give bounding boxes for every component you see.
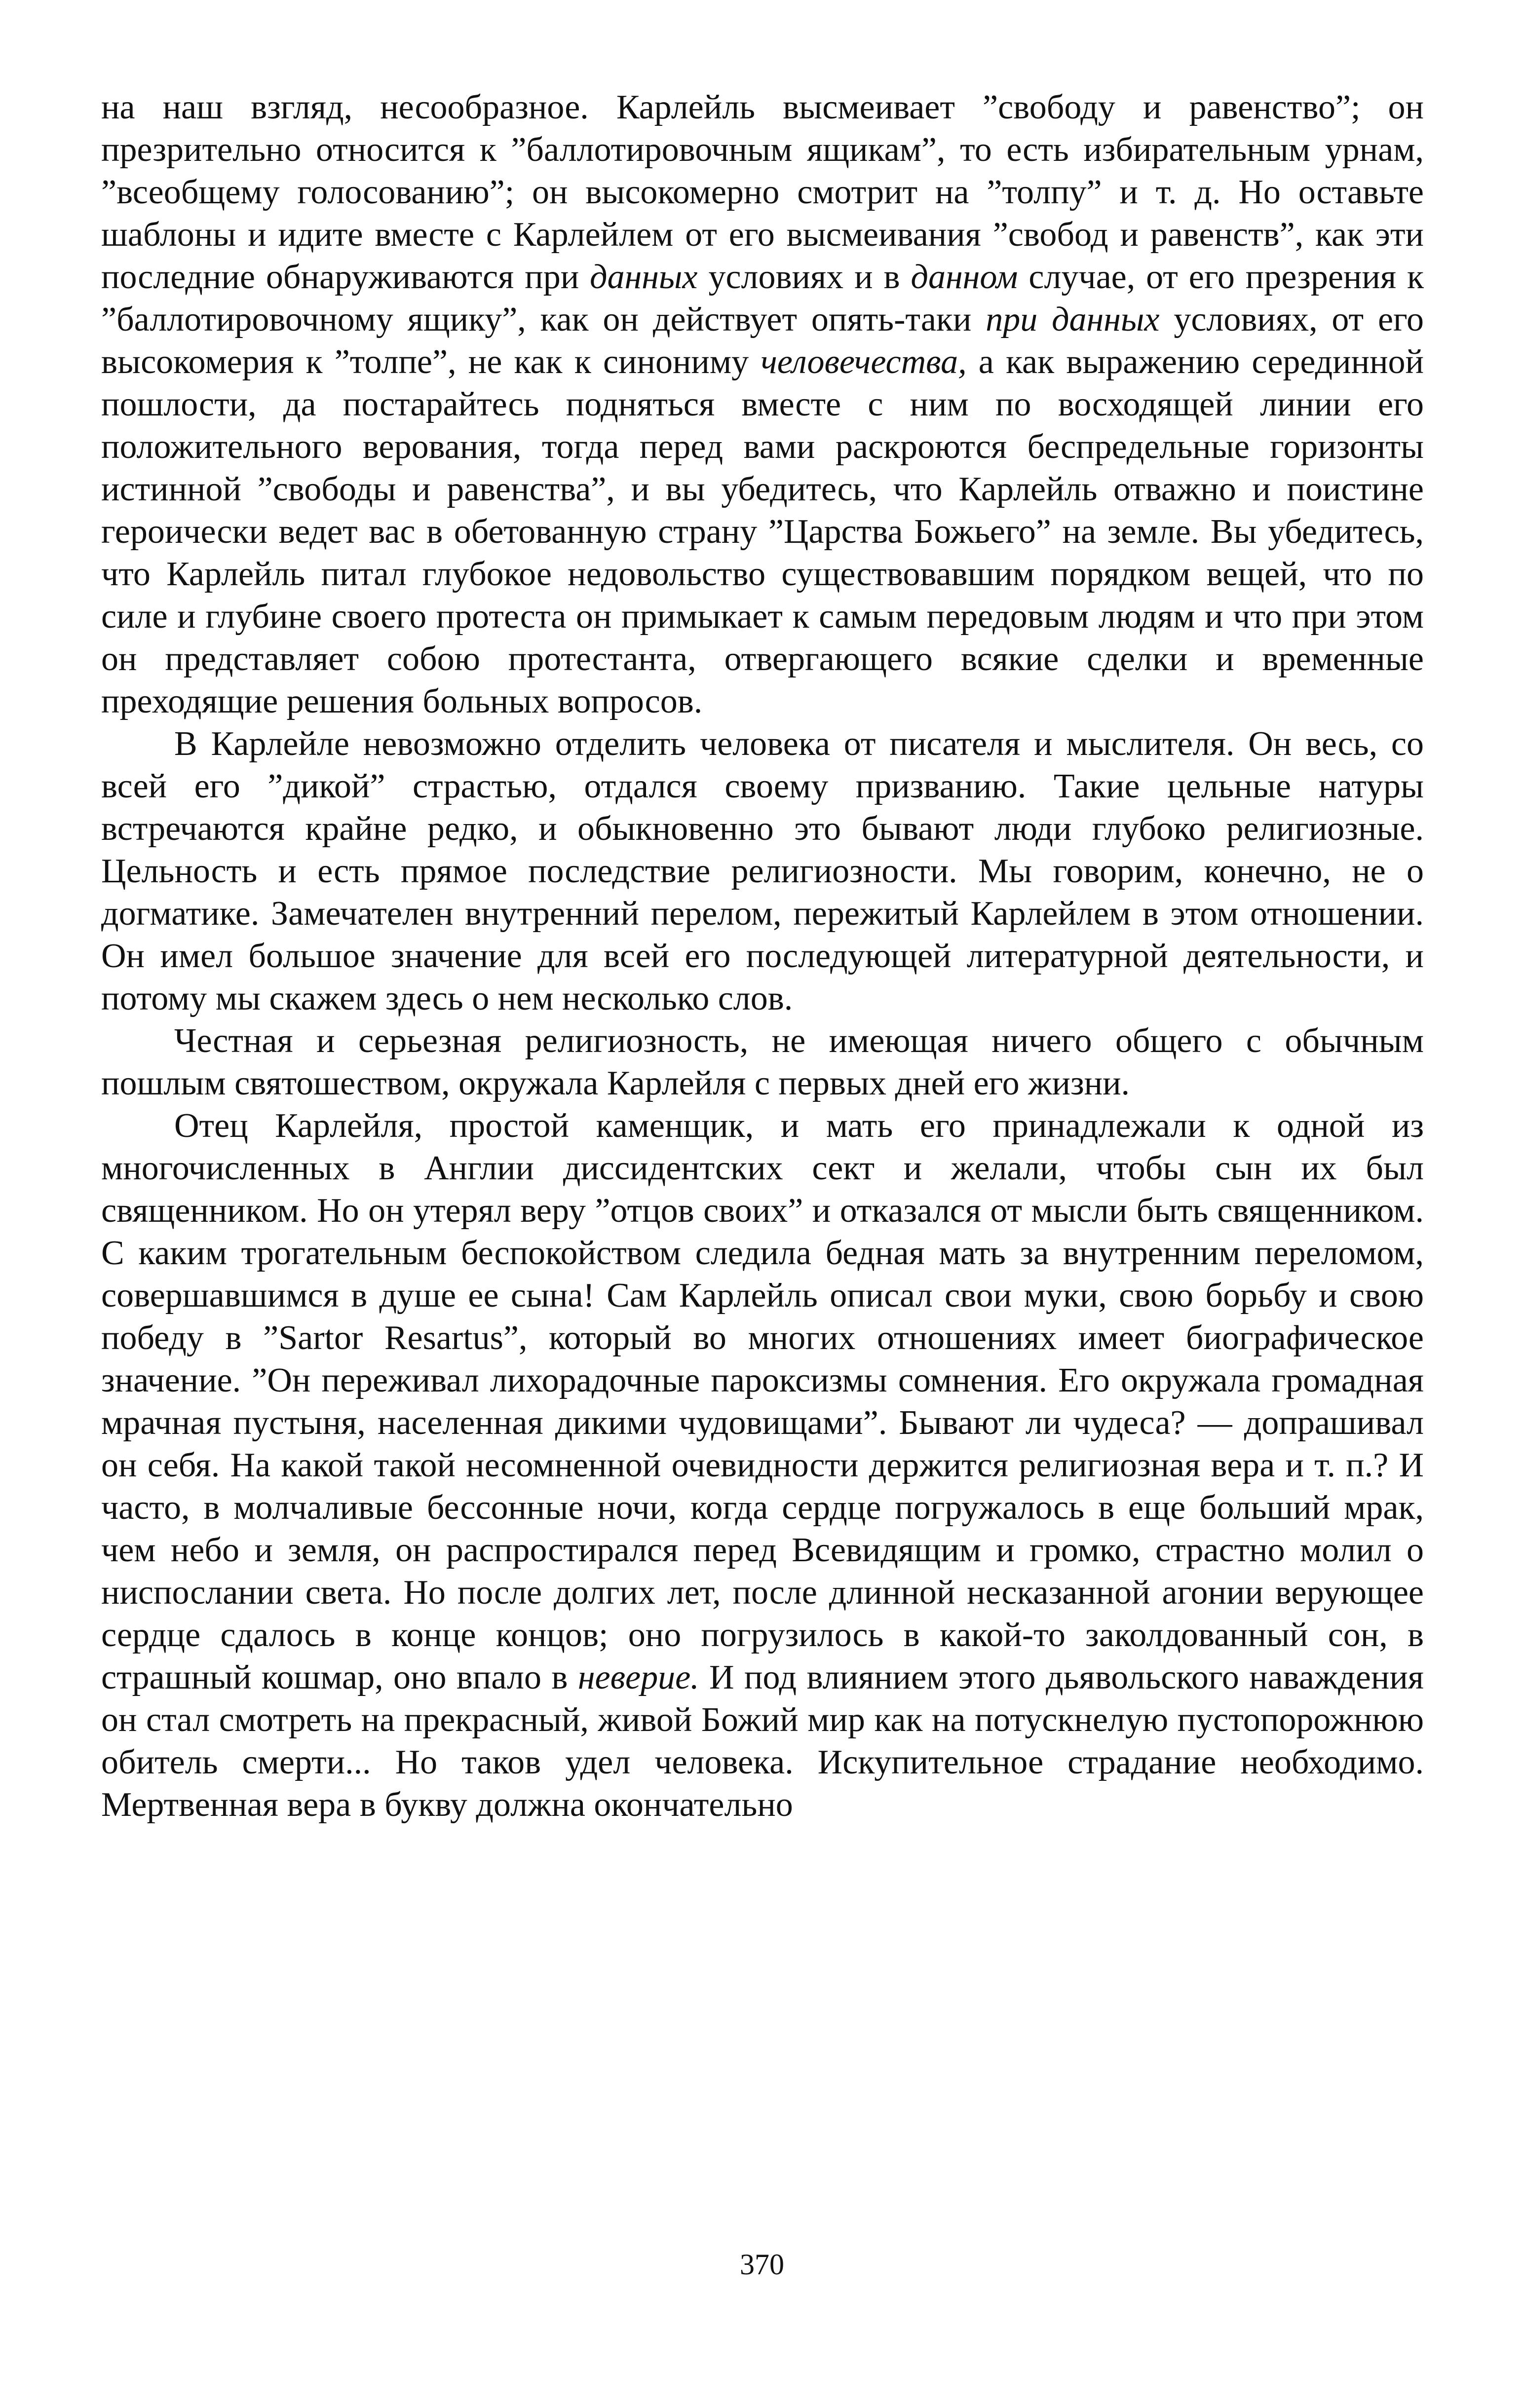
page-body: [101, 86, 1424, 1826]
italic-text-segment: данных: [590, 258, 698, 296]
text-segment: Отец Карлейля, простой каменщик, и мать его принадлежали к одной из многочисленных в Англии диссидентских сект и желали, чтобы сын их был священником. Но он утерял веру ”отцов своих” и отказался от мысли быть священником. С каким трогательным беспокойством следила бедная мать за внутренним переломом, совершавшимся в душе ее сына! Сам Карлейль описал свои муки, свою борьбу и свою победу в ”Sartor Resartus”, который во многих отношениях имеет биографическое значение. ”Он переживал лихорадочные пароксизмы сомнения. Его окружала громадная мрачная пустыня, населенная дикими чудовищами”. Бывают ли чудеса? — допрашивал он себя. На какой такой несомненной очевидности держится религиозная вера и т. п.? И часто, в молчаливые бессонные ночи, когда сердце погружалось в еще больший мрак, чем небо и земля, он распростирался перед Всевидящим и громко, страстно молил о ниспослании света. Но после долгих лет, после длинной несказанной агонии верующее сердце сдалось в конце концов; оно погрузилось в какой-то заколдованный сон, в страшный кошмар, оно впало в: [101, 1107, 1424, 1696]
italic-text-segment: человечества,: [761, 343, 967, 381]
text-segment: условиях и в: [697, 258, 911, 296]
italic-text-segment: неверие.: [577, 1658, 699, 1696]
text-segment: случае, от его презрения к ”баллотировочному ящику”, как он действует опять-таки: [101, 258, 1424, 339]
paragraph-3: [101, 1020, 1424, 1105]
text-segment: Честная и серьезная религиозность, не имеющая ничего общего с обычным пошлым святошеством, окружала Карлейля с первых дней его жизни.: [101, 1022, 1424, 1102]
italic-text-segment: при данных: [986, 301, 1160, 339]
page-number: 370: [740, 2248, 784, 2281]
paragraph-2: [101, 723, 1424, 1020]
text-segment: на наш взгляд, несообразное. Карлейль высмеивает ”свободу и равенство”; он презрительно относится к ”баллотировочным ящикам”, то есть избирательным урнам, ”всеобщему голосованию”; он высокомерно смотрит на ”толпу” и т. д. Но оставьте шаблоны и идите вместе с Карлейлем от его высмеивания ”свобод и равенств”, как эти последние обнаруживаются при: [101, 88, 1424, 296]
text-segment: И под влиянием этого дьявольского наваждения он стал смотреть на прекрасный, живой Божий мир как на потускнелую пустопорожнюю обитель смерти... Но таков удел человека. Искупительное страдание необходимо. Мертвенная вера в букву должна окончательно: [101, 1658, 1424, 1824]
text-segment: а как выражению серединной пошлости, да постарайтесь подняться вместе с ним по восходящей линии его положительного верования, тогда перед вами раскроются беспредельные горизонты истинной ”свободы и равенства”, и вы убедитесь, что Карлейль отважно и поистине героически ведет вас в обетованную страну ”Царства Божьего” на земле. Вы убедитесь, что Карлейль питал глубокое недовольство существовавшим порядком вещей, что по силе и глубине своего протеста он примыкает к самым передовым людям и что при этом он представляет собою протестанта, отвергающего всякие сделки и временные преходящие решения больных вопросов.: [101, 343, 1424, 720]
text-segment: В Карлейле невозможно отделить человека от писателя и мыслителя. Он весь, со всей его ”дикой” страстью, отдался своему призванию. Такие цельные натуры встречаются крайне редко, и обыкновенно это бывают люди глубоко религиозные. Цельность и есть прямое последствие религиозности. Мы говорим, конечно, не о догматике. Замечателен внутренний перелом, пережитый Карлейлем в этом отношении. Он имел большое значение для всей его последующей литературной деятельности, и потому мы скажем здесь о нем несколько слов.: [101, 725, 1424, 1017]
italic-text-segment: данном: [911, 258, 1018, 296]
paragraph-1: [101, 86, 1424, 723]
text-segment: условиях, от его высокомерия к ”толпе”, не как к синониму: [101, 301, 1424, 381]
paragraph-4: [101, 1105, 1424, 1826]
